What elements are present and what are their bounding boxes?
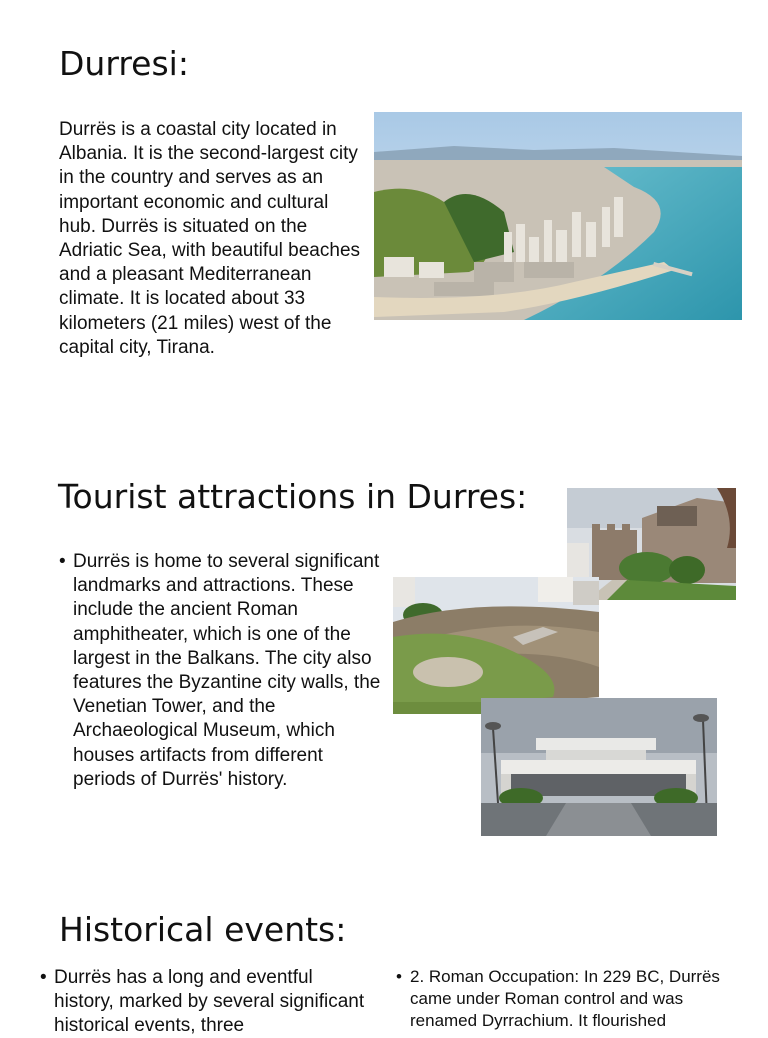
list-item: • Durrës has a long and eventful history, marked by several significant historical events, three bbox=[40, 966, 365, 1038]
list-item: • 2. Roman Occupation: In 229 BC, Durrës came under Roman control and was renamed Dyrrachium. It flourished bbox=[396, 966, 736, 1032]
page-title: Durresi: bbox=[59, 44, 189, 83]
city-aerial-photo bbox=[374, 112, 742, 320]
history-list-right bbox=[396, 966, 736, 1032]
history-list-left bbox=[40, 966, 365, 1038]
durres-description: Durrës is a coastal city located in Albania. It is the second-largest city in the country and serves as an important economic and cultural hub. Durrës is situated on the Adriatic Sea, with beautiful beaches and a pleasant Mediterranean climate. It is located about 33 kilometers (21 miles) west of the capital city, Tirana. bbox=[59, 119, 361, 358]
attractions-list bbox=[59, 550, 384, 792]
museum-photo bbox=[481, 698, 717, 836]
amphitheater-photo bbox=[393, 577, 599, 714]
history-heading: Historical events: bbox=[59, 910, 347, 949]
list-item: • Durrës is home to several significant landmarks and attractions. These include the ancient Roman amphitheater, which is one of the largest in the Balkans. The city also features the Byzantine city walls, the Venetian Tower, and the Archaeological Museum, which houses artifacts from different periods of Durrës' history. bbox=[59, 550, 384, 792]
attractions-heading: Tourist attractions in Durres: bbox=[58, 477, 528, 516]
